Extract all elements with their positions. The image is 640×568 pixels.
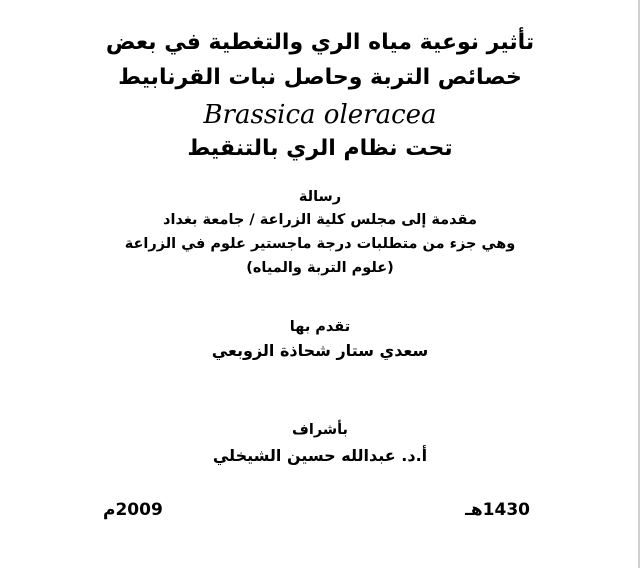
thesis-label: رسالة xyxy=(298,189,342,205)
title-line-1: تأثير نوعية مياه الري والتغطية في بعض xyxy=(105,30,535,55)
author-label: تقدم بها xyxy=(289,319,351,335)
title-line-4: تحت نظام الري بالتنقيط xyxy=(187,136,453,161)
field-of-study: (علوم التربة والمياه) xyxy=(246,260,394,276)
supervisor-name: أ.د. عبدالله حسين الشيخلي xyxy=(212,446,428,465)
hijri-year: 1430هـ xyxy=(465,500,530,520)
author-name: سعدي ستار شحاذة الزوبعي xyxy=(211,341,429,360)
degree-requirement: وهي جزء من متطلبات درجة ماجستير علوم في الزراعة xyxy=(124,236,516,252)
title-line-2: خصائص التربة وحاصل نبات القرنابيط xyxy=(118,65,522,90)
scientific-name: Brassica oleracea xyxy=(203,100,437,130)
supervisor-label: بأشراف xyxy=(292,422,348,438)
submitted-to: مقدمة إلى مجلس كلية الزراعة / جامعة بغداد xyxy=(163,212,477,228)
gregorian-year: 2009م xyxy=(103,500,163,520)
